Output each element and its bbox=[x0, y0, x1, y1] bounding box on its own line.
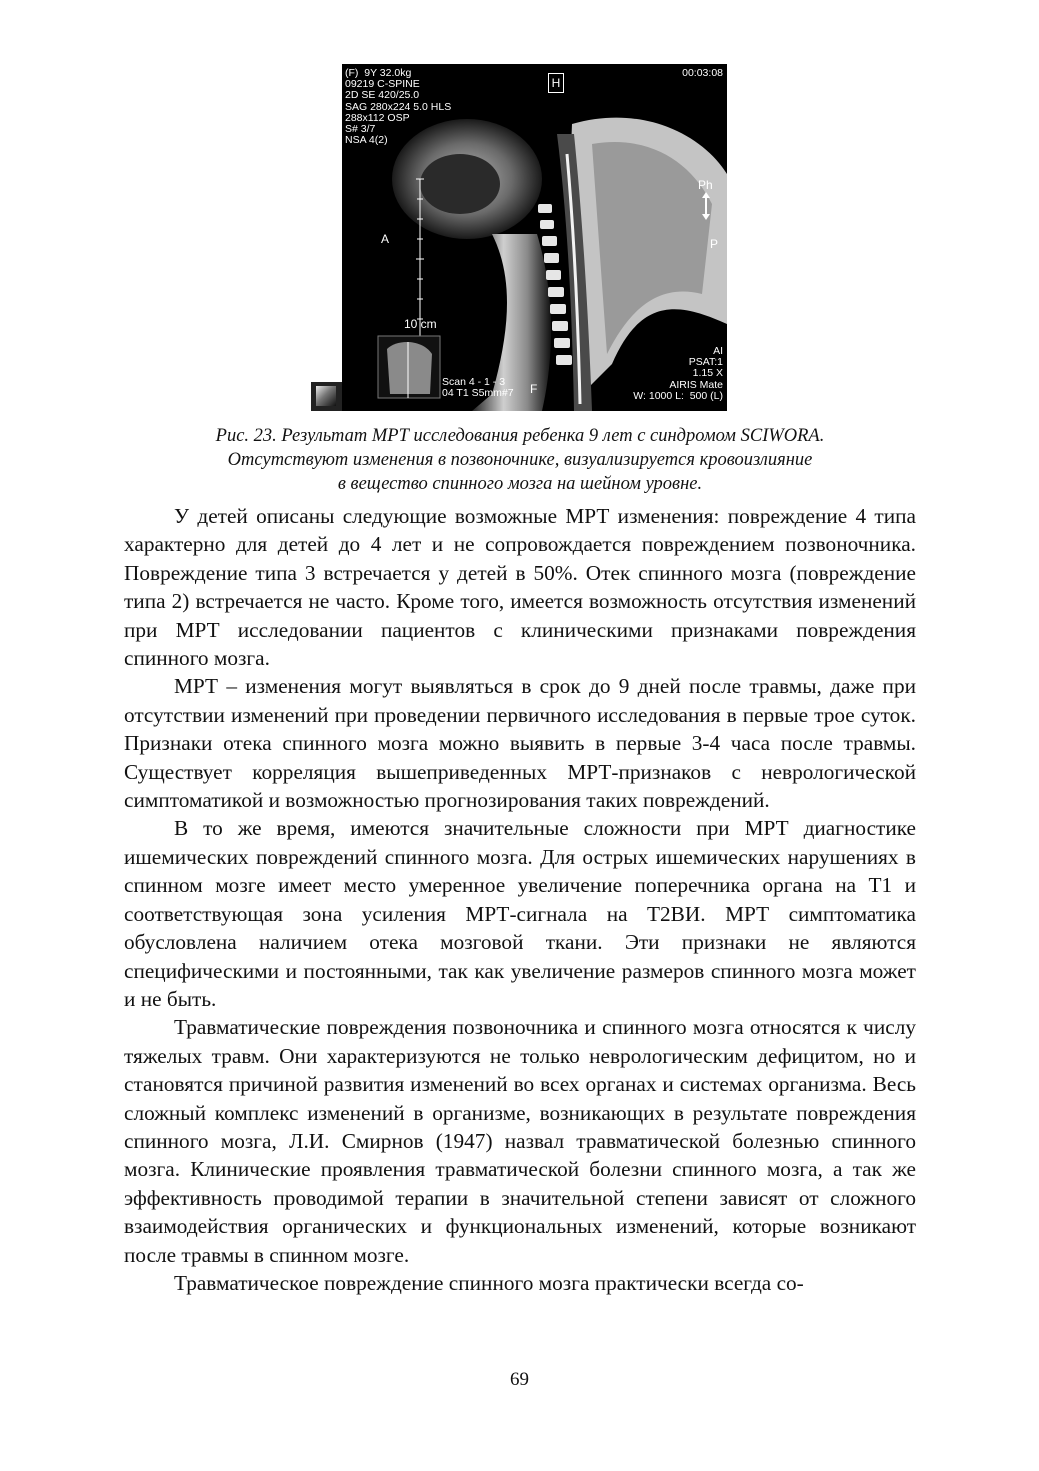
mri-image bbox=[342, 64, 727, 411]
scan-series-overlay: Scan 4 - 1 - 3 04 T1 S5mm#7 bbox=[442, 376, 514, 400]
anterior-label: A bbox=[381, 232, 390, 246]
caption-line-3: в вещество спинного мозга на шейном уровне. bbox=[337, 474, 703, 494]
head-orientation-label: H bbox=[548, 73, 564, 93]
paragraph-4: Травматические повреждения позвоночника и спинного мозга относятся к числу тяжелых травм. Они характеризуются не только неврологическим дефицитом, но и становятся причиной развития изменений во всех органах и системах организма. Весь сложный комплекс изменений в организме, возникающих в результате повреждения спинного мозга, Л.И. Смирнов (1947) назвал травматической болезнью спинного мозга. Клинические проявления травматической болезни спинного мозга, а так же эффективность проводимой терапии в значительной степени зависят от сложного взаимодействия органических и функциональных изменений, которые возникают после травмы в спинном мозге. bbox=[124, 1015, 916, 1267]
scan-time-overlay: 00:03:08 bbox=[682, 67, 723, 79]
figure-caption bbox=[110, 424, 930, 496]
body-text bbox=[124, 502, 916, 1297]
page-number: 69 bbox=[510, 1369, 529, 1390]
foot-label: F bbox=[530, 382, 538, 396]
thumbnail-icon bbox=[311, 382, 342, 411]
paragraph-5: Травматическое повреждение спинного мозга практически всегда со- bbox=[174, 1270, 804, 1295]
paragraph-3: В то же время, имеются значительные сложности при МРТ диагностике ишемических повреждений спинного мозга. Для острых ишемических нарушениях в спинном мозге имеет место умеренное увеличение поперечника органа на Т1 и соответствующая зона усиления МРТ-сигнала на Т2ВИ. МРТ симптоматика обусловлена наличием отека мозговой ткани. Эти признаки не являются специфическими и постоянными, так как увеличение размеров спинного мозга может и не быть. bbox=[124, 816, 916, 1011]
caption-line-1: Рис. 23. Результат МРТ исследования ребенка 9 лет с синдромом SCIWORA. bbox=[215, 426, 825, 446]
scan-info-overlay: (F) 9Y 32.0kg 09219 C-SPINE 2D SE 420/25.0 SAG 280x224 5.0 HLS 288x112 OSP S# 3/7 NSA 4(2) bbox=[345, 67, 452, 147]
phase-label: Ph bbox=[698, 178, 713, 192]
mri-figure bbox=[311, 64, 727, 411]
posterior-label: P bbox=[710, 237, 719, 251]
paragraph-2: МРТ – изменения могут выявляться в срок до 9 дней после травмы, даже при отсутствии изменений при проведении первичного исследования в первые трое суток. Признаки отека спинного мозга можно выявить в первые 3-4 часа после травмы. Существует корреляция вышеприведенных МРТ-признаков с неврологической симптоматикой и возможностью прогнозирования таких повреждений. bbox=[124, 674, 916, 813]
scan-window-overlay: AI PSAT:1 1.15 X AIRIS Mate W: 1000 L: 500 (L) bbox=[633, 345, 723, 402]
paragraph-1: У детей описаны следующие возможные МРТ изменения: повреждение 4 типа характерно для детей до 4 лет и не сопровождается повреждением позвоночника. Повреждение типа 3 встречается у детей в 50%. Отек спинного мозга (повреждение типа 2) встречается не часто. Кроме того, имеется возможность отсутствия изменений при МРТ исследовании пациентов с клиническими признаками повреждения спинного мозга. bbox=[124, 504, 916, 671]
caption-line-2: Отсутствуют изменения в позвоночнике, визуализируется кровоизлияние bbox=[227, 450, 813, 470]
scale-label: 10 cm bbox=[404, 317, 437, 331]
